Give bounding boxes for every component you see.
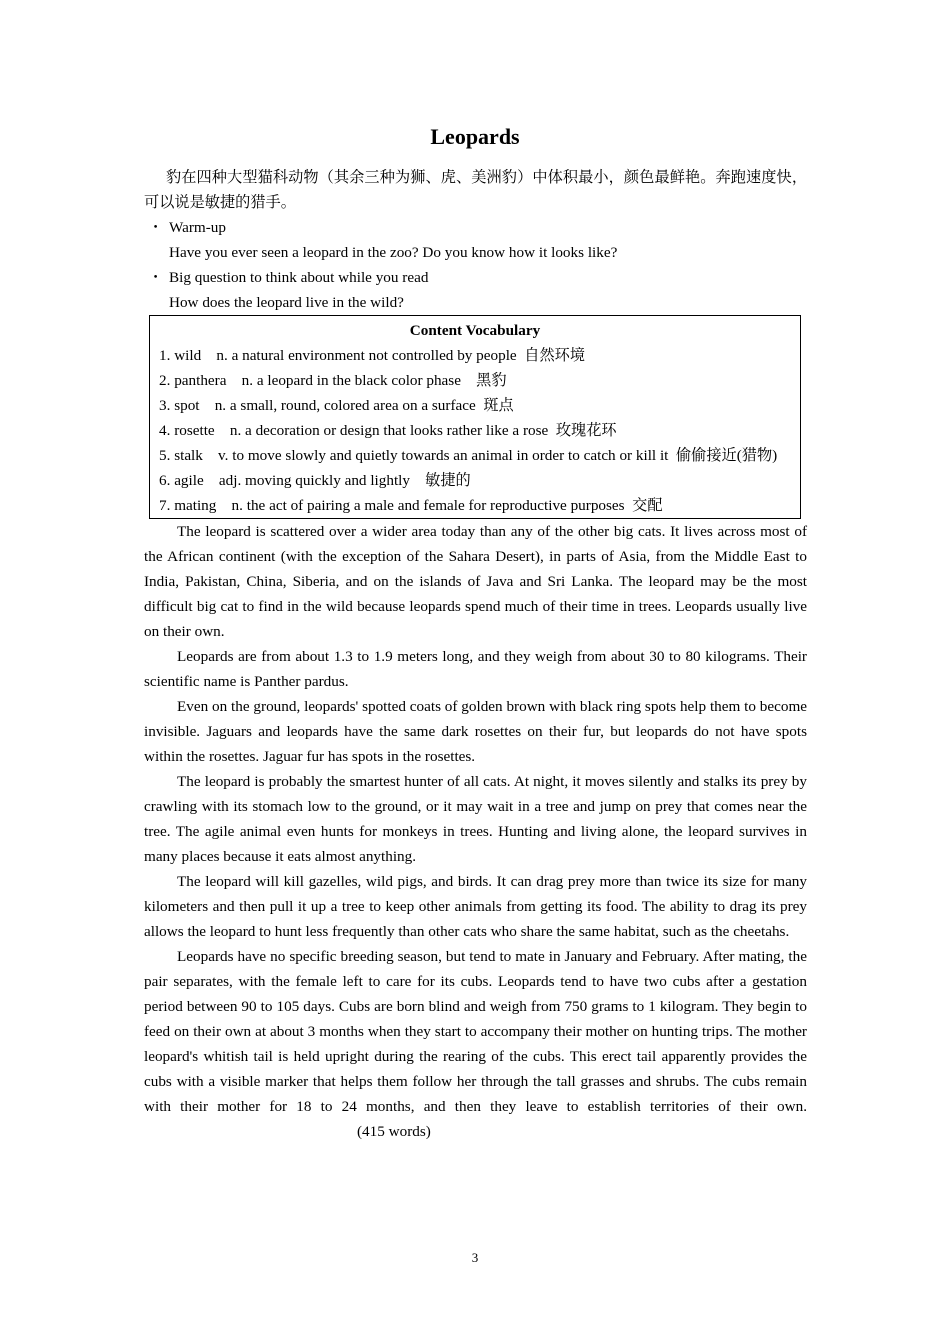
warmup-question: Have you ever seen a leopard in the zoo? Do you know how it looks like? [169,244,618,261]
vocab-item-wild: 1. wild n. a natural environment not controlled by people 自然环境 [159,347,586,364]
paragraph-6 [144,944,807,1144]
paragraph-1: The leopard is scattered over a wider area today than any of the other big cats. It lives across most of the African continent (with the exception of the Sahara Desert), in parts of Asia, from the Middle East to India, Pakistan, China, Siberia, and on the islands of Java and Sri Lanka. The leopard may be the most difficult big cat to find in the wild because leopards spend much of their time in trees. Leopards usually live on their own. [144,523,807,640]
page-number: 3 [471,1250,479,1265]
page-title: Leopards [430,124,520,149]
paragraph-2: Leopards are from about 1.3 to 1.9 meters long, and they weigh from about 30 to 80 kilograms. Their scientific name is Panther pardus. [144,648,807,690]
vocab-item-rosette: 4. rosette n. a decoration or design that looks rather like a rose 玫瑰花环 [159,422,617,439]
article-body [144,165,807,1144]
vocab-item-mating: 7. mating n. the act of pairing a male and female for reproductive purposes 交配 [159,497,663,514]
bullet-icon: ・ [148,269,164,286]
vocab-item-panthera: 2. panthera n. a leopard in the black color phase 黑豹 [159,372,507,389]
vocabulary-title: Content Vocabulary [409,322,541,339]
bullet-icon: ・ [148,219,164,236]
vocabulary-box [149,315,801,519]
vocab-item-spot: 3. spot n. a small, round, colored area on a surface 斑点 [159,397,514,414]
paragraph-5: The leopard will kill gazelles, wild pigs, and birds. It can drag prey more than twice its size for many kilometers and then pull it up a tree to keep other animals from getting its food. The ability to drag its prey allows the leopard to hunt less frequently than other cats who share the same habitat, such as the cheetahs. [144,873,807,940]
warmup-label [144,215,807,240]
paragraph-3: Even on the ground, leopards' spotted coats of golden brown with black ring spots help them to become invisible. Jaguars and leopards have the same dark rosettes on their fur, but leopards do not have spots within the rosettes. Jaguar fur has spots in the rosettes. [144,698,807,765]
vocab-item-stalk: 5. stalk v. to move slowly and quietly towards an animal in order to catch or kill it 偷偷接近(猎物) [159,447,778,464]
big-question-text: How does the leopard live in the wild? [169,294,404,311]
big-question-label-text: Big question to think about while you read [169,269,429,286]
word-count: (415 words) [357,1123,431,1140]
paragraph-4: The leopard is probably the smartest hunter of all cats. At night, it moves silently and stalks its prey by crawling with its stomach low to the ground, or it may wait in a tree and jump on prey that comes near the tree. The agile animal even hunts for monkeys in trees. Hunting and living alone, the leopard survives in many places because it eats almost anything. [144,773,807,865]
intro-paragraph: 豹在四种大型猫科动物（其余三种为狮、虎、美洲豹）中体积最小，颜色最鲜艳。奔跑速度快，可以说是敏捷的猎手。 [144,169,807,211]
big-question-label [144,265,807,290]
vocab-item-agile: 6. agile adj. moving quickly and lightly 敏捷的 [159,472,471,489]
paragraph-6-text: Leopards have no specific breeding season, but tend to mate in January and February. After mating, the pair separates, with the female left to care for its cubs. Leopards tend to have two cubs after a gestation period between 90 to 105 days. Cubs are born blind and weigh from 750 grams to 1 kilogram. They begin to feed on their own at about 3 months when they start to accompany their mother on hunting trips. The mother leopard's whitish tail is held upright during the rearing of the cubs. This erect tail apparently provides the cubs with a visible marker that helps them follow her through the tall grasses and shrubs. The cubs remain with their mother for 18 to 24 months, and then they leave to establish territories of their own. [144,948,807,1115]
warmup-label-text: Warm-up [169,219,226,236]
